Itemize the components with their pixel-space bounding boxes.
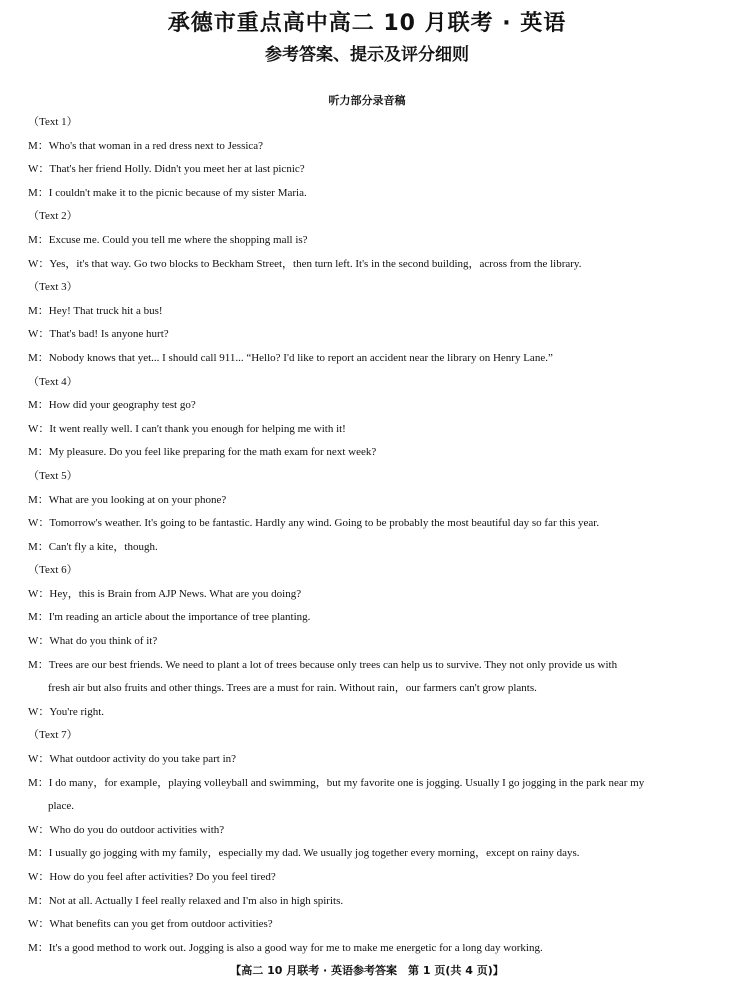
- dialogue-line: M：Can't fly a kite，though.: [28, 540, 158, 553]
- text-heading: （Text 6）: [28, 564, 78, 577]
- dialogue-line: W：Yes，it's that way. Go two blocks to Beckham Street，then turn left. It's in the second building，across from the library.: [28, 257, 582, 270]
- section-title: 听力部分录音稿: [328, 94, 406, 107]
- text-heading: （Text 4）: [28, 375, 78, 388]
- dialogue-line: W：Hey，this is Brain from AJP News. What are you doing?: [28, 587, 302, 600]
- dialogue-line-continued: place.: [48, 800, 74, 813]
- dialogue-line: W：What benefits can you get from outdoor activities?: [28, 918, 273, 931]
- document-title: 承德市重点高中高二 10 月联考 · 英语: [167, 11, 567, 36]
- dialogue-line: M：I couldn't make it to the picnic because of my sister Maria.: [28, 186, 307, 199]
- dialogue-line: W：What do you think of it?: [28, 635, 158, 648]
- dialogue-line: M：Hey! That truck hit a bus!: [28, 304, 163, 317]
- dialogue-line: M：How did your geography test go?: [28, 399, 196, 412]
- dialogue-line: M：Not at all. Actually I feel really relaxed and I'm also in high spirits.: [28, 894, 344, 907]
- dialogue-line: M：Trees are our best friends. We need to plant a lot of trees because only trees can help us to survive. They not only provide us with: [28, 658, 618, 671]
- dialogue-line: M：I'm reading an article about the importance of tree planting.: [28, 611, 311, 624]
- dialogue-line: W：That's bad! Is anyone hurt?: [28, 328, 169, 341]
- dialogue-line: W：It went really well. I can't thank you enough for helping me with it!: [28, 422, 346, 435]
- dialogue-line: W：What outdoor activity do you take part in?: [28, 753, 237, 766]
- text-heading: （Text 2）: [28, 210, 78, 223]
- dialogue-line: M：My pleasure. Do you feel like preparing for the math exam for next week?: [28, 446, 377, 459]
- page-footer: 【高二 10 月联考 · 英语参考答案 第 1 页(共 4 页)】: [230, 964, 504, 977]
- dialogue-line: M：Who's that woman in a red dress next to Jessica?: [28, 139, 264, 152]
- text-heading: （Text 7）: [28, 729, 78, 742]
- dialogue-line: W：You're right.: [28, 705, 105, 718]
- text-heading: （Text 3）: [28, 281, 78, 294]
- document-subtitle: 参考答案、提示及评分细则: [265, 45, 469, 65]
- transcript: [28, 111, 712, 960]
- dialogue-line: W：Who do you do outdoor activities with?: [28, 823, 225, 836]
- dialogue-line: M：I do many，for example，playing volleyball and swimming，but my favorite one is jogging. Usually I go jogging in the park near my: [28, 776, 645, 789]
- dialogue-line: M：What are you looking at on your phone?: [28, 493, 227, 506]
- dialogue-line: W：Tomorrow's weather. It's going to be fantastic. Hardly any wind. Going to be probably the most beautiful day so far this year.: [28, 517, 600, 530]
- dialogue-line: W：How do you feel after activities? Do you feel tired?: [28, 871, 276, 883]
- text-heading: （Text 1）: [28, 116, 78, 128]
- dialogue-line: M：Excuse me. Could you tell me where the shopping mall is?: [28, 233, 308, 246]
- dialogue-line: M：Nobody knows that yet... I should call 911... “Hello? I'd like to report an accident near the library on Henry Lane.”: [28, 351, 553, 364]
- text-heading: （Text 5）: [28, 469, 78, 482]
- dialogue-line: M：I usually go jogging with my family，especially my dad. We usually jog together every morning，except on rainy days.: [28, 847, 580, 860]
- dialogue-line: W：That's her friend Holly. Didn't you meet her at last picnic?: [28, 163, 305, 176]
- dialogue-line: M：It's a good method to work out. Jogging is also a good way for me to make me energetic for a long day working.: [28, 941, 543, 954]
- dialogue-line-continued: fresh air but also fruits and other things. Trees are a must for rain. Without rain，our farmers can't grow plants.: [48, 682, 537, 695]
